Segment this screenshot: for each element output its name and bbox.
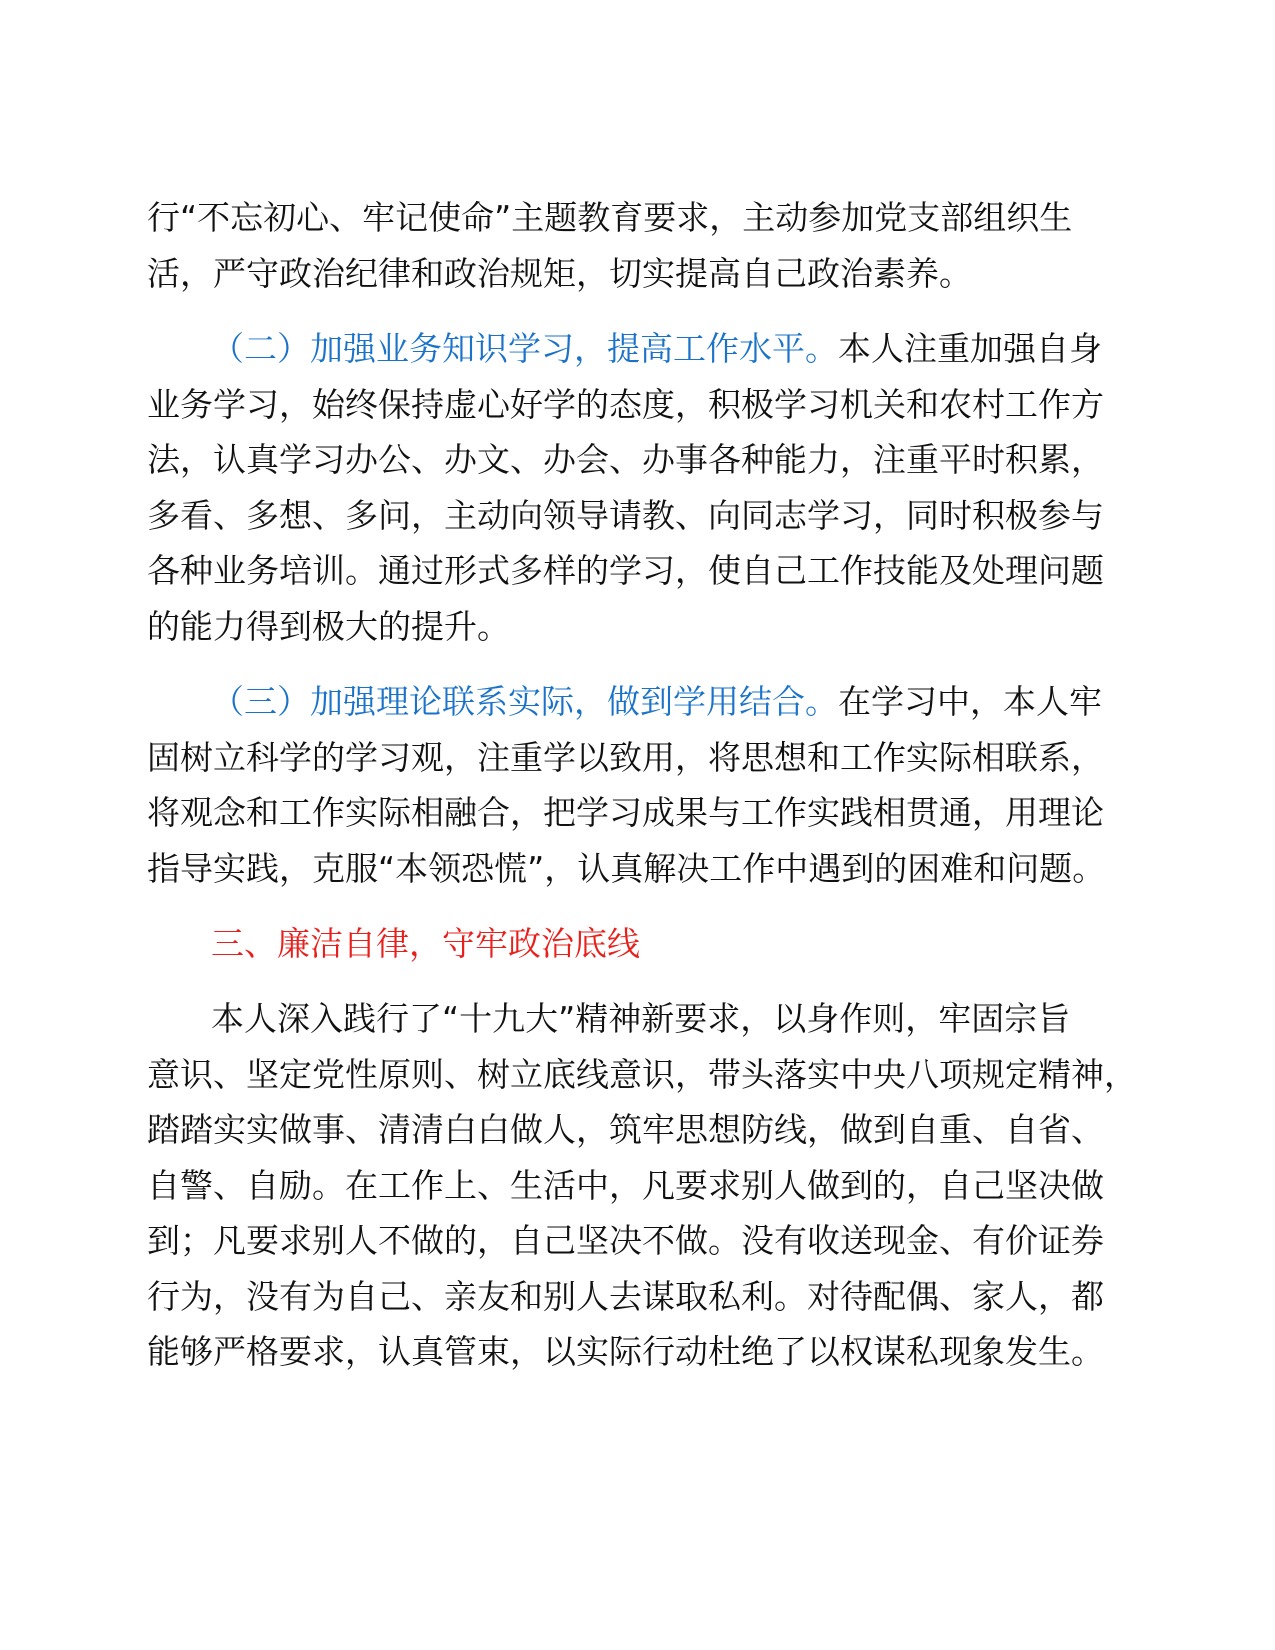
document-page [147,0,1137,1650]
para4-line6: 行为，没有为自己、亲友和别人去谋取私利。对待配偶、家人，都 [147,1277,1104,1316]
para2-line1-text: 本人注重加强自身 [838,329,1102,368]
para2-line5: 各种业务培训。通过形式多样的学习，使自己工作技能及处理问题 [147,551,1104,590]
para4-line5: 到；凡要求别人不做的，自己坚决不做。没有收送现金、有价证券 [147,1221,1104,1260]
para3-line4: 指导实践，克服“本领恐慌”，认真解决工作中遇到的困难和问题。 [147,849,1106,888]
para1-line2: 活，严守政治纪律和政治规矩，切实提高自己政治素养。 [147,254,972,293]
para1-line1: 行“不忘初心、牢记使命”主题教育要求，主动参加党支部组织生 [147,198,1073,237]
para2-line4: 多看、多想、多问，主动向领导请教、向同志学习，同时积极参与 [147,496,1104,535]
section-heading-3: 三、廉洁自律，守牢政治底线 [211,924,640,963]
para3-line1-text: 在学习中，本人牢 [838,682,1102,721]
para2-line6: 的能力得到极大的提升。 [147,607,510,646]
para3-line2: 固树立科学的学习观，注重学以致用，将思想和工作实际相联系， [147,738,1104,777]
subheading-3: （三）加强理论联系实际，做到学用结合。 [211,682,838,721]
para2-line2: 业务学习，始终保持虚心好学的态度，积极学习机关和农村工作方 [147,385,1104,424]
para3-line1 [211,680,1102,724]
para4-line2: 意识、坚定党性原则、树立底线意识，带头落实中央八项规定精神， [147,1055,1137,1094]
para4-line4: 自警、自励。在工作上、生活中，凡要求别人做到的，自己坚决做 [147,1166,1104,1205]
para4-line1: 本人深入践行了“十九大”精神新要求，以身作则，牢固宗旨 [211,999,1071,1038]
para2-line1 [211,327,1102,371]
subheading-2: （二）加强业务知识学习，提高工作水平。 [211,329,838,368]
para2-line3: 法，认真学习办公、办文、办会、办事各种能力，注重平时积累， [147,440,1104,479]
para4-line7: 能够严格要求，认真管束，以实际行动杜绝了以权谋私现象发生。 [147,1332,1104,1371]
para3-line3: 将观念和工作实际相融合，把学习成果与工作实践相贯通，用理论 [147,793,1104,832]
para4-line3: 踏踏实实做事、清清白白做人，筑牢思想防线，做到自重、自省、 [147,1110,1104,1149]
